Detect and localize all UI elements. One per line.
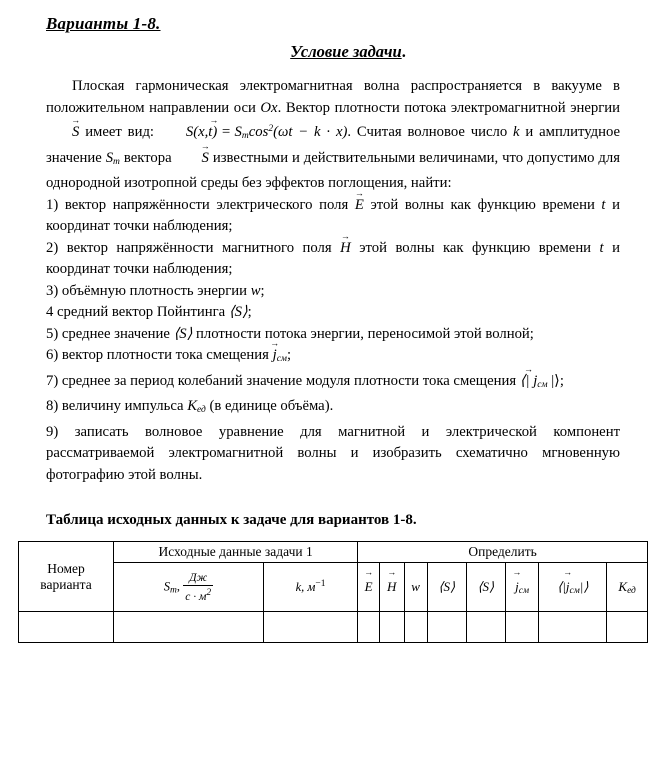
table-cell (19, 612, 114, 643)
vector-j-mod-symbol: → ⟨| j (520, 371, 538, 393)
axis-symbol: Ox (260, 99, 278, 116)
document-page (0, 14, 666, 765)
header-col-K: $K_{ед}$ (607, 563, 648, 612)
table-cell (379, 612, 404, 643)
table-row (19, 612, 648, 643)
vector-j-symbol: → j (273, 345, 277, 367)
vector-j-symbol: → j (566, 579, 570, 595)
list-item: 1) вектор напряжённости электрического поля → E этой волны как функцию времени t и координат точки наблюдения; (46, 195, 620, 238)
data-table (18, 541, 648, 643)
sm-fraction: $\frac{Дж}{с \cdot м^2}$ (185, 571, 212, 603)
avg-poynting-symbol: ⟨S⟩ (228, 304, 248, 320)
list-item: 5) среднее значение ⟨S⟩ плотности потока энергии, переносимой этой волной; (46, 325, 534, 342)
statement-part-6: вектора (119, 149, 176, 166)
header-col-avg-poynting: ⟨S⟩ (427, 563, 466, 612)
table-cell (607, 612, 648, 643)
K-symbol: K (187, 398, 198, 414)
list-item: 2) вектор напряжённости магнитного поля → H этой волны как функцию времени t и координат точки наблюдения; (46, 238, 620, 281)
page-title: Варианты 1-8. (46, 14, 161, 33)
table-cell (505, 612, 539, 643)
header-col-w: w (404, 563, 427, 612)
table-cell (358, 612, 380, 643)
table-cell (539, 612, 607, 643)
header-col-H (379, 563, 404, 612)
list-item: 3) объёмную плотность энергии w; (46, 282, 265, 299)
vector-S-symbol: → S (46, 122, 79, 144)
header-variant-number: Номер варианта (19, 542, 114, 612)
table-cell (263, 612, 357, 643)
table-cell (114, 612, 264, 643)
table-cell (466, 612, 505, 643)
section-title-period: . (401, 42, 406, 61)
table-caption: Таблица исходных данных к задаче для вариантов 1-8. (46, 512, 417, 528)
header-sm-unit: $S_m$, $\frac{Дж}{с \cdot м^2}$ (114, 563, 264, 612)
avg-S-symbol: ⟨S⟩ (173, 325, 193, 342)
vector-E-symbol: → E (365, 579, 373, 595)
w-symbol: w (250, 282, 261, 299)
statement-part-4: . Считая волновое число (347, 124, 514, 140)
formula-S-expression: → $S(x,t) = S_m\cos^2(\omega t - k \cdot x)$ (160, 124, 348, 140)
list-item: 8) величину импульса $K_{ед}$ (в единице объёма). (46, 398, 334, 415)
list-item: 9) записать волновое уравнение для магнитной и электрической компонент рассматриваемой электромагнитной волны и изобразить схематично мгновенную фотографию этой волны. (46, 423, 620, 483)
list-item: 4 средний вектор Пойнтинга ⟨S⟩; (46, 304, 252, 320)
list-item: 6) вектор плотности тока смещения → $j_{см}$; (46, 345, 620, 371)
vector-E-symbol: → E (355, 195, 364, 217)
statement-part-7: известными и действительными величинами, что допустимо для однородной изотропной среды без эффектов поглощения, найти: (46, 149, 620, 191)
vector-j-symbol: → j (515, 579, 519, 595)
statement-part-1: Плоская гармоническая электромагнитная волна распространяется в вакууме в положительном направлении оси (46, 78, 620, 116)
table-header-row-2 (19, 563, 648, 612)
Sm-symbol: $S_m$ (105, 149, 120, 167)
list-item: 7) среднее за период колебаний значение модуля плотности тока смещения → ⟨| $j_{см}$ |⟩; (46, 371, 620, 397)
vector-S-symbol-2: → S (176, 148, 209, 170)
statement-part-3: имеет вид: (79, 124, 160, 140)
table-header-row-1 (19, 542, 648, 563)
statement-part-2: . Вектор плотности потока электромагнитной энергии (277, 99, 620, 116)
header-determine: Определить (358, 542, 648, 563)
k-symbol: k (513, 124, 520, 140)
section-title-underlined: Условие задачи (290, 42, 402, 61)
header-col-E (358, 563, 380, 612)
table-cell (427, 612, 466, 643)
problem-statement (46, 76, 620, 195)
header-col-avg-j-mod: ⟨|→ $j_{см}|⟩$ (539, 563, 607, 612)
header-col-avg-S: ⟨S⟩ (466, 563, 505, 612)
table-cell (404, 612, 427, 643)
header-k-unit: k, $м^{-1}$ (263, 563, 357, 612)
statement-part-5: и амплитудное значение (46, 124, 621, 166)
header-col-j: → $j_{см}$ (505, 563, 539, 612)
vector-H-symbol: → H (387, 579, 396, 595)
section-title (0, 42, 666, 62)
requirements-list (46, 195, 620, 487)
header-source-data: Исходные данные задачи 1 (114, 542, 358, 563)
vector-H-symbol: → H (340, 238, 351, 260)
